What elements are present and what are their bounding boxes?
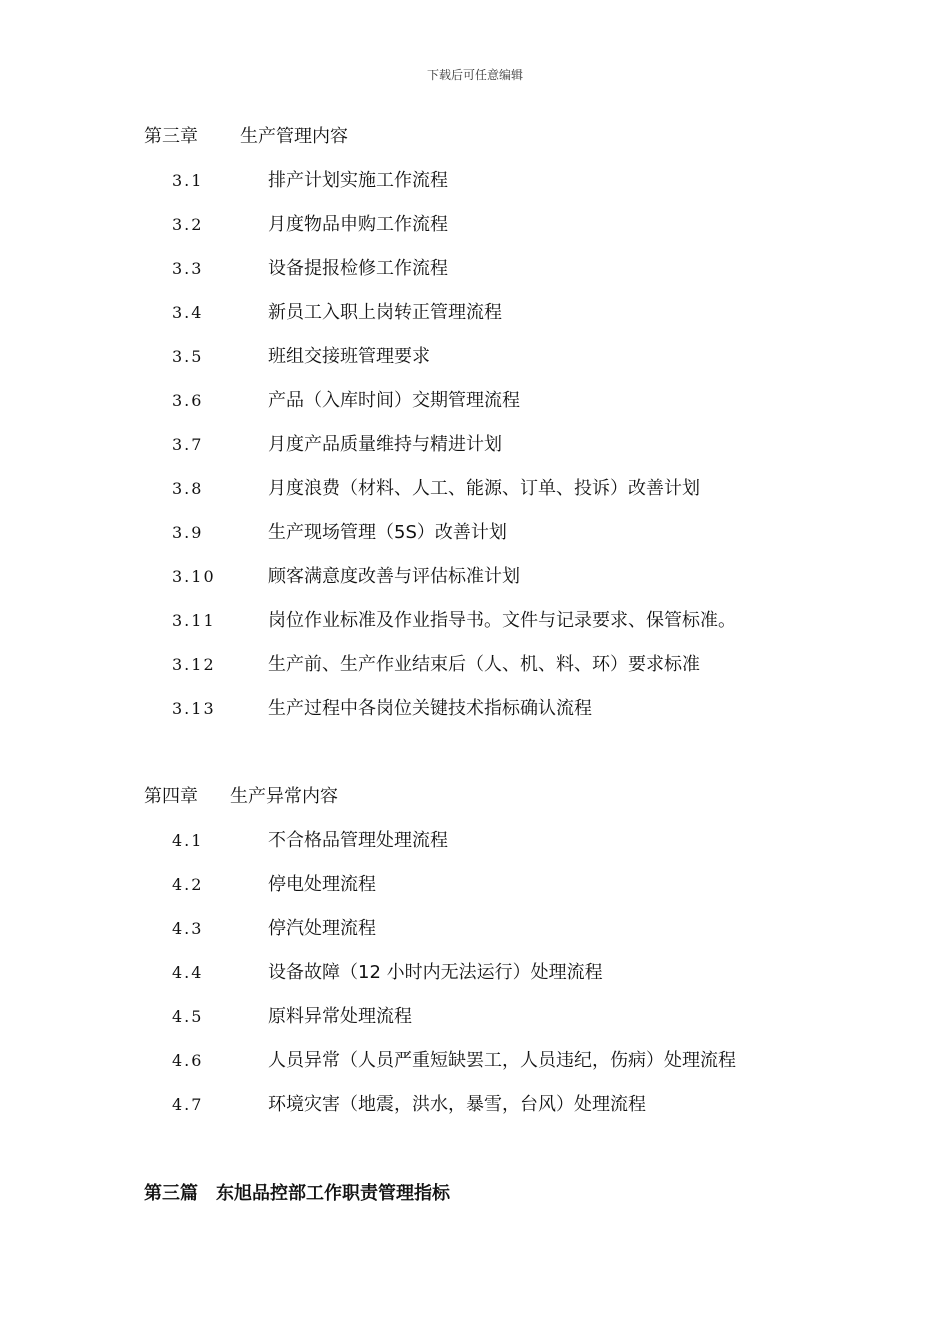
toc-item-3-1 xyxy=(172,170,448,192)
toc-item-4-5 xyxy=(172,1006,412,1028)
toc-item-3-5 xyxy=(172,346,430,368)
item-text: 不合格品管理处理流程 xyxy=(268,830,448,851)
toc-item-4-4 xyxy=(172,962,603,984)
item-text: 生产现场管理（5S）改善计划 xyxy=(268,522,507,543)
item-text: 生产过程中各岗位关键技术指标确认流程 xyxy=(268,698,592,719)
item-number: 3.8 xyxy=(172,479,204,498)
toc-item-3-7 xyxy=(172,434,502,456)
toc-item-4-3 xyxy=(172,918,376,940)
chapter-3-label: 第三章 xyxy=(144,126,198,147)
item-text: 新员工入职上岗转正管理流程 xyxy=(268,302,502,323)
toc-item-3-6 xyxy=(172,390,520,412)
item-text: 原料异常处理流程 xyxy=(268,1006,412,1027)
item-number: 3.6 xyxy=(172,391,204,410)
toc-item-3-12 xyxy=(172,654,700,676)
item-text: 产品（入库时间）交期管理流程 xyxy=(268,390,520,411)
toc-item-3-11 xyxy=(172,610,736,632)
part-3-heading xyxy=(144,1183,450,1205)
chapter-4-heading xyxy=(144,786,338,808)
item-number: 3.7 xyxy=(172,435,204,454)
item-text: 月度浪费（材料、人工、能源、订单、投诉）改善计划 xyxy=(268,478,700,499)
item-text: 排产计划实施工作流程 xyxy=(268,170,448,191)
item-number: 3.10 xyxy=(172,567,216,586)
toc-item-3-3 xyxy=(172,258,448,280)
item-number: 4.1 xyxy=(172,831,204,850)
item-text: 设备提报检修工作流程 xyxy=(268,258,448,279)
toc-item-3-9 xyxy=(172,522,507,544)
item-text: 月度物品申购工作流程 xyxy=(268,214,448,235)
item-number: 4.6 xyxy=(172,1051,204,1070)
chapter-3-heading xyxy=(144,126,348,148)
item-number: 4.3 xyxy=(172,919,204,938)
chapter-3-title: 生产管理内容 xyxy=(240,126,348,147)
toc-item-3-8 xyxy=(172,478,700,500)
item-number: 3.5 xyxy=(172,347,204,366)
item-text: 停电处理流程 xyxy=(268,874,376,895)
item-number: 3.9 xyxy=(172,523,204,542)
toc-item-4-1 xyxy=(172,830,448,852)
item-text: 设备故障（12 小时内无法运行）处理流程 xyxy=(268,962,603,983)
item-text: 月度产品质量维持与精进计划 xyxy=(268,434,502,455)
chapter-4-label: 第四章 xyxy=(144,786,198,807)
toc-item-3-4 xyxy=(172,302,502,324)
chapter-4-title: 生产异常内容 xyxy=(230,786,338,807)
toc-item-3-10 xyxy=(172,566,520,588)
toc-item-4-7 xyxy=(172,1094,646,1116)
toc-item-4-2 xyxy=(172,874,376,896)
item-number: 3.3 xyxy=(172,259,204,278)
toc-item-4-6 xyxy=(172,1050,736,1072)
item-number: 3.4 xyxy=(172,303,204,322)
item-number: 3.11 xyxy=(172,611,216,630)
item-number: 3.12 xyxy=(172,655,216,674)
item-number: 4.2 xyxy=(172,875,204,894)
item-number: 3.13 xyxy=(172,699,216,718)
item-number: 3.1 xyxy=(172,171,204,190)
item-text: 人员异常（人员严重短缺罢工，人员违纪，伤病）处理流程 xyxy=(268,1050,736,1071)
item-number: 4.4 xyxy=(172,963,204,982)
item-text: 生产前、生产作业结束后（人、机、料、环）要求标准 xyxy=(268,654,700,675)
toc-item-3-2 xyxy=(172,214,448,236)
item-number: 4.7 xyxy=(172,1095,204,1114)
item-number: 4.5 xyxy=(172,1007,204,1026)
item-text: 顾客满意度改善与评估标准计划 xyxy=(268,566,520,587)
part-3-title: 东旭品控部工作职责管理指标 xyxy=(216,1183,450,1204)
toc-item-3-13 xyxy=(172,698,592,720)
item-number: 3.2 xyxy=(172,215,204,234)
part-3-label: 第三篇 xyxy=(144,1183,198,1204)
item-text: 环境灾害（地震，洪水，暴雪，台风）处理流程 xyxy=(268,1094,646,1115)
item-text: 班组交接班管理要求 xyxy=(268,346,430,367)
page-header: 下载后可任意编辑 xyxy=(426,68,523,82)
item-text: 停汽处理流程 xyxy=(268,918,376,939)
item-text: 岗位作业标准及作业指导书。文件与记录要求、保管标准。 xyxy=(268,610,736,631)
